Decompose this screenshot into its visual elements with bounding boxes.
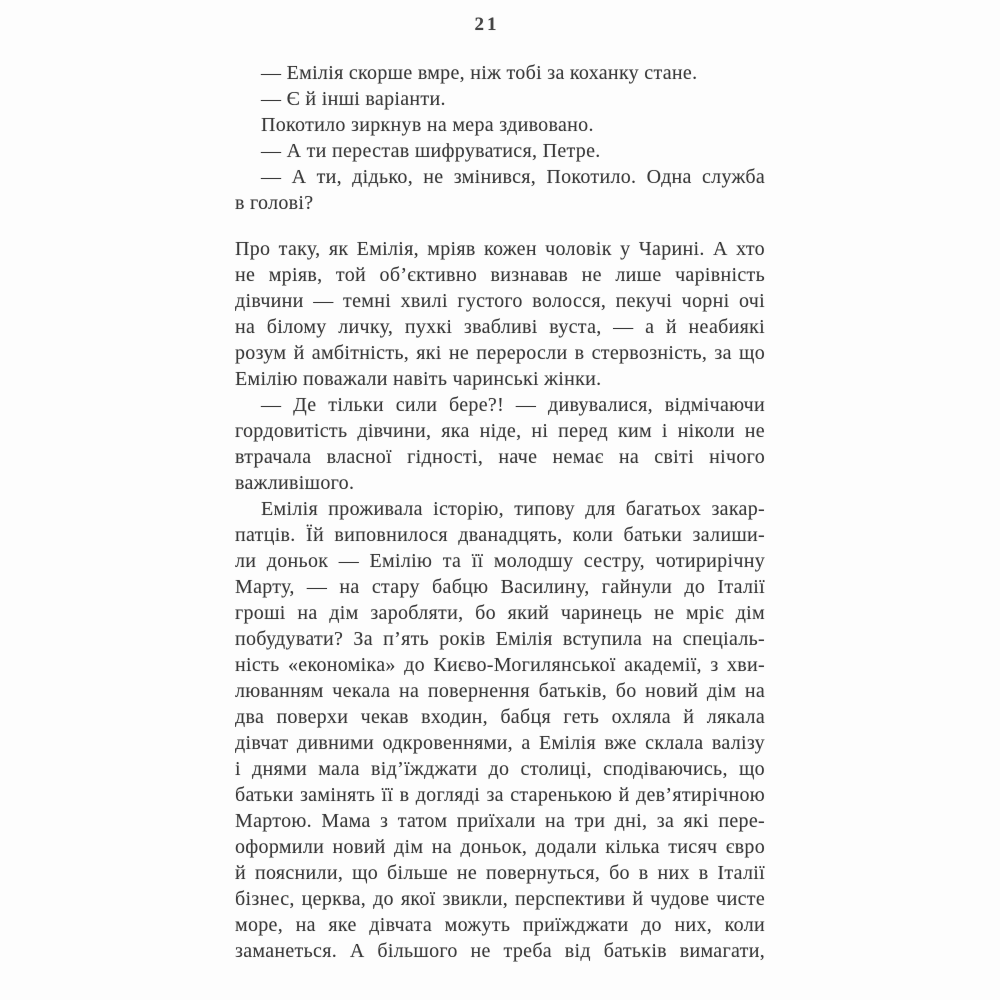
text-line: ли доньок — Емілію та її молодшу сестру, чотирирічну bbox=[235, 550, 765, 572]
text-line: люванням чекала на повернення батьків, бо новий дім на bbox=[235, 680, 765, 702]
text-line: два поверхи чекав входин, бабця геть охляла й лякала bbox=[235, 706, 765, 728]
text-line: дівчини — темні хвилі густого волосся, пекучі чорні очі bbox=[235, 290, 765, 312]
text-line: Про таку, як Емілія, мріяв кожен чоловік у Чарині. А хто bbox=[235, 238, 765, 260]
text-line: заманеться. А більшого не треба від батьків вимагати, bbox=[235, 940, 765, 962]
paragraph bbox=[235, 236, 765, 392]
paragraph bbox=[235, 86, 765, 112]
text-line: море, на яке дівчата можуть приїжджати до них, коли bbox=[235, 914, 765, 936]
paragraph bbox=[235, 112, 765, 138]
text-line: — Емілія скорше вмре, ніж тобі за коханку стане. bbox=[261, 62, 698, 84]
text-line: на білому личку, пухкі звабливі вуста, — а й неабиякі bbox=[235, 316, 765, 338]
paragraph bbox=[235, 164, 765, 216]
text-line: — Є й інші варіанти. bbox=[261, 88, 446, 110]
text-line: побудувати? За п’ять років Емілія вступила на спеціаль- bbox=[235, 628, 765, 650]
text-line: гроші на дім заробляти, бо який чаринець не мріє дім bbox=[235, 602, 765, 624]
text-line: бізнес, церква, до якої звикли, перспективи й чудове чисте bbox=[235, 888, 765, 910]
text-line: не мріяв, той об’єктивно визнавав не лише чарівність bbox=[235, 264, 765, 286]
text-line: — А ти перестав шифруватися, Петре. bbox=[261, 140, 601, 162]
text-line: Покотило зиркнув на мера здивовано. bbox=[261, 114, 594, 136]
paragraph bbox=[235, 60, 765, 86]
text-line: гордовитість дівчини, яка ніде, ні перед ким і ніколи не bbox=[235, 420, 765, 442]
text-line: розум й амбітність, які не переросли в стервозність, за що bbox=[235, 342, 765, 364]
paragraph bbox=[235, 392, 765, 496]
text-line: Марту, — на стару бабцю Василину, гайнули до Італії bbox=[235, 576, 765, 598]
text-column bbox=[235, 60, 765, 964]
text-line: й пояснили, що більше не повернуться, бо в них в Італії bbox=[235, 862, 765, 884]
text-line: і днями мала від’їжджати до столиці, сподіваючись, що bbox=[235, 758, 765, 780]
text-line: — Де тільки сили бере?! — дивувалися, відмічаючи bbox=[261, 394, 765, 416]
text-line: важливішого. bbox=[235, 472, 355, 494]
text-line: втрачала власної гідності, наче немає на світі нічого bbox=[235, 446, 765, 468]
page-number: 21 bbox=[474, 14, 500, 35]
text-line: батьки замінять її в догляді за старенькою й дев’ятирічною bbox=[235, 784, 765, 806]
text-line: оформили новий дім на доньок, додали кілька тисяч євро bbox=[235, 836, 765, 858]
paragraph bbox=[235, 138, 765, 164]
text-line: — А ти, дідько, не змінився, Покотило. Одна служба bbox=[261, 166, 765, 188]
text-line: Мартою. Мама з татом приїхали на три дні, за які пере- bbox=[235, 810, 765, 832]
text-line: дівчат дивними одкровеннями, а Емілія вже склала валізу bbox=[235, 732, 765, 754]
text-line: патців. Їй виповнилося дванадцять, коли батьки залиши- bbox=[235, 524, 765, 546]
text-line: ність «економіка» до Києво-Могилянської академії, з хви- bbox=[235, 654, 765, 676]
text-line: в голові? bbox=[235, 192, 314, 214]
text-line: Емілію поважали навіть чаринські жінки. bbox=[235, 368, 602, 390]
text-line: Емілія проживала історію, типову для багатьох закар- bbox=[261, 498, 765, 520]
paragraph bbox=[235, 496, 765, 964]
